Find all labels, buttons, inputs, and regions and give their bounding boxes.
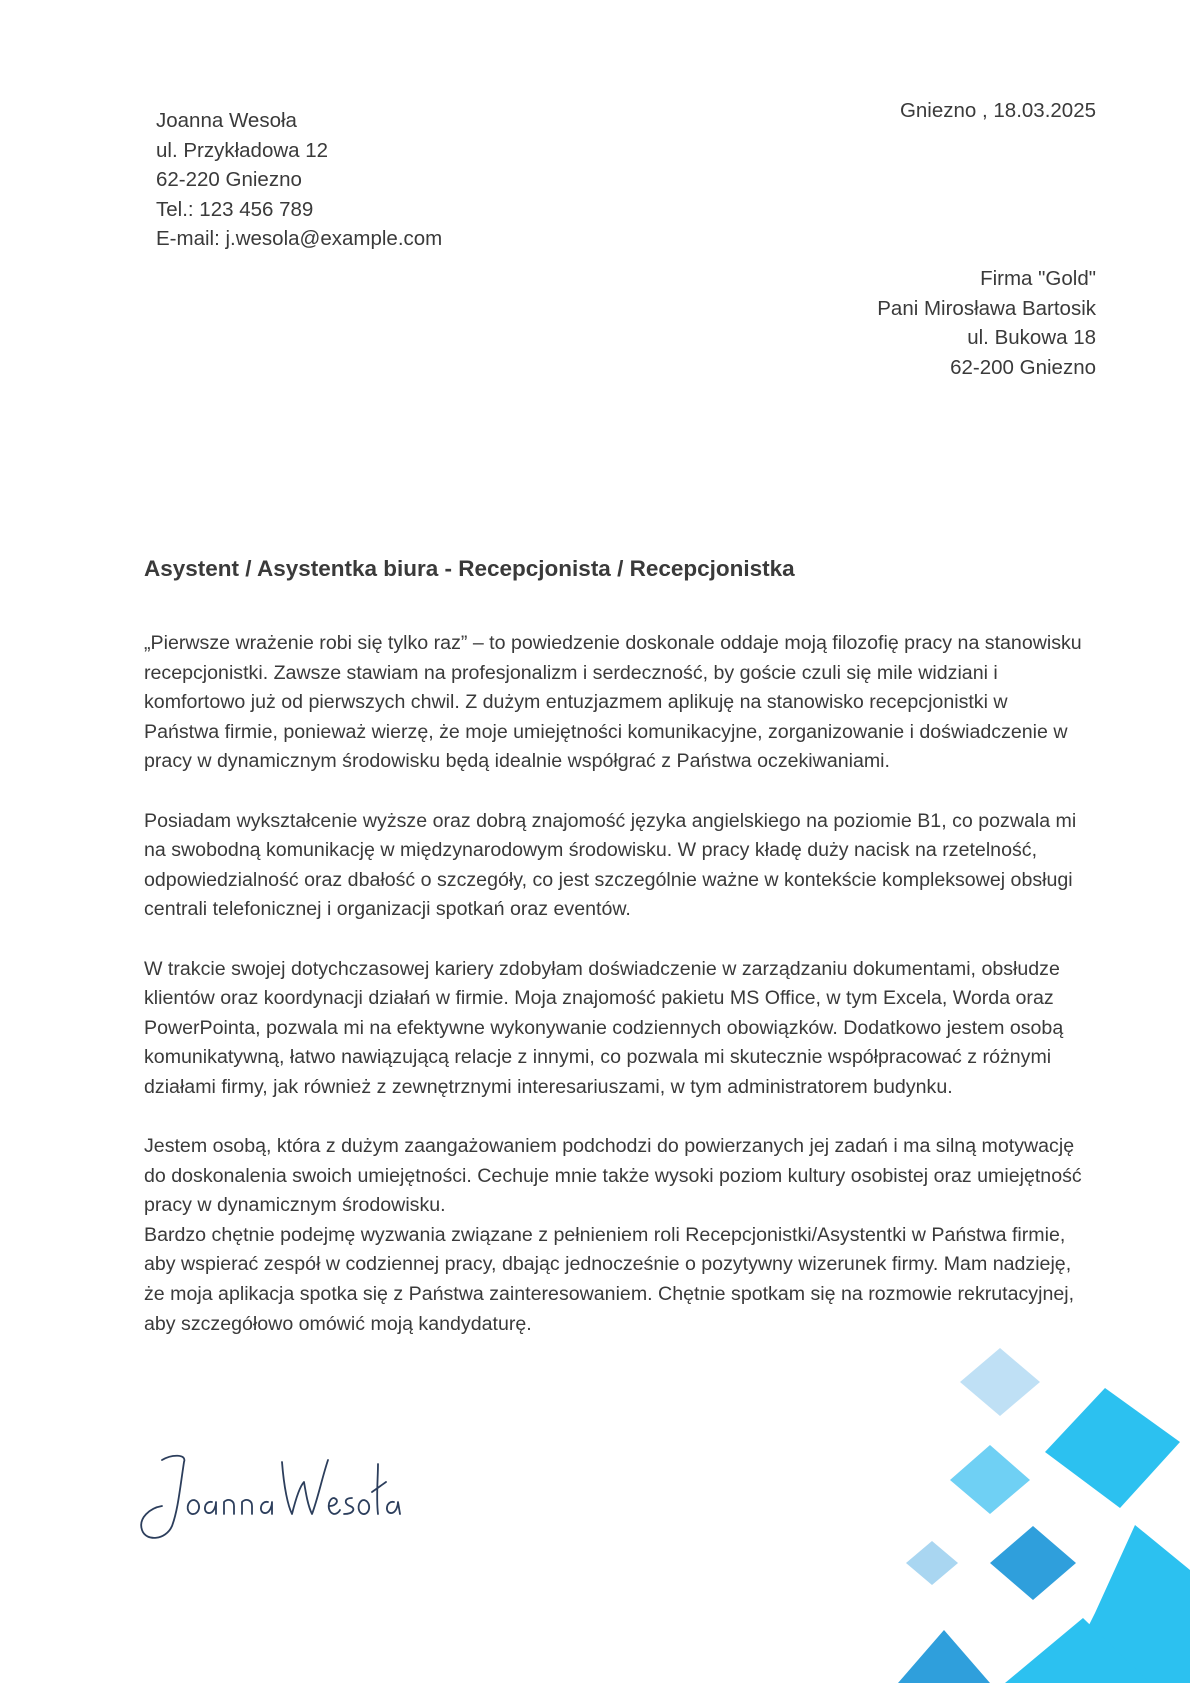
paragraph-experience: W trakcie swojej dotychczasowej kariery zdobyłam doświadczenie w zarządzaniu dokumentami, obsłudze klientów oraz koordynacji działań w firmie. Moja znajomość pakietu MS Office, w tym Excela, Worda oraz PowerPointa, pozwala mi na efektywne wykonywanie codziennych obowiązków. Dodatkowo jestem osobą komunikatywną, łatwo nawiązującą relacje z innymi, co pozwala mi skutecznie współpracować z różnymi działami firmy, jak również z zewnętrznymi interesariuszami, w tym administratorem budynku. (144, 957, 1064, 1098)
diamond-mid-bottom (898, 1630, 990, 1683)
signature (132, 1448, 402, 1548)
recipient-street: ul. Bukowa 18 (967, 326, 1096, 349)
paragraph-closing: Bardzo chętnie podejmę wyzwania związane z pełnieniem roli Recepcjonistki/Asystentki w Państwa firmie, aby wspierać zespół w codziennej pracy, dbając jednocześnie o pozytywny wizerunek firmy. Mam nadzieję, że moja aplikacja spotka się z Państwa zainteresowaniem. Chętnie spotkam się na rozmowie rekrutacyjnej, aby szczegółowo omówić moją kandydaturę. (144, 1223, 1075, 1335)
diamond-bright-large (1045, 1388, 1180, 1508)
diamond-mid (990, 1526, 1076, 1600)
paragraph-intro: „Pierwsze wrażenie robi się tylko raz” – to powiedzenie doskonale oddaje moją filozofię pracy na stanowisku recepcjonistki. Zawsze stawiam na profesjonalizm i serdeczność, by goście czuli się mile widziani i komfortowo już od pierwszych chwil. Z dużym entuzjazmem aplikuję na stanowisko recepcjonistki w Państwa firmie, ponieważ wierzę, że moje umiejętności komunikacyjne, zorganizowanie i doświadczenie w pracy w dynamicznym środowisku będą idealnie współgrać z Państwa oczekiwaniami. (144, 632, 1082, 773)
recipient-company: Firma "Gold" (980, 267, 1096, 290)
recipient-city: 62-200 Gniezno (950, 355, 1096, 379)
letter-title: Asystent / Asystentka biura - Recepcjonista / Recepcjonistka (144, 556, 795, 581)
diamond-bright-right (1060, 1525, 1190, 1683)
sender-street: ul. Przykładowa 12 (156, 138, 329, 162)
paragraph-personality: Jestem osobą, która z dużym zaangażowaniem podchodzi do powierzanych jej zadań i ma silną motywację do doskonalenia swoich umiejętności. Cechuje mnie także wysoki poziom kultury osobistej oraz umiejętność pracy w dynamicznym środowisku. (144, 1135, 1082, 1217)
sender-address (156, 106, 442, 254)
recipient-address (877, 264, 1096, 382)
paragraph-education: Posiadam wykształcenie wyższe oraz dobrą znajomość języka angielskiego na poziomie B1, co pozwala mi na swobodną komunikację w międzynarodowym środowisku. W pracy kładę duży nacisk na rzetelność, odpowiedzialność oraz dbałość o szczegóły, co jest szczególnie ważne w kontekście kompleksowej obsługi centrali telefonicznej i organizacji spotkań oraz eventów. (144, 809, 1077, 921)
sender-phone: Tel.: 123 456 789 (156, 197, 314, 221)
diamond-light-mid (950, 1445, 1030, 1514)
letter-body (144, 629, 1084, 1339)
diamond-pale-small (906, 1541, 958, 1585)
sender-name: Joanna Wesoła (156, 109, 297, 132)
recipient-person: Pani Mirosława Bartosik (877, 296, 1096, 320)
diamond-pale-top (960, 1348, 1040, 1416)
date-line: Gniezno , 18.03.2025 (899, 99, 1096, 122)
sender-email: E-mail: j.wesola@example.com (156, 227, 443, 250)
diamond-bright-bottom (1005, 1618, 1150, 1683)
sender-city: 62-220 Gniezno (156, 168, 302, 191)
